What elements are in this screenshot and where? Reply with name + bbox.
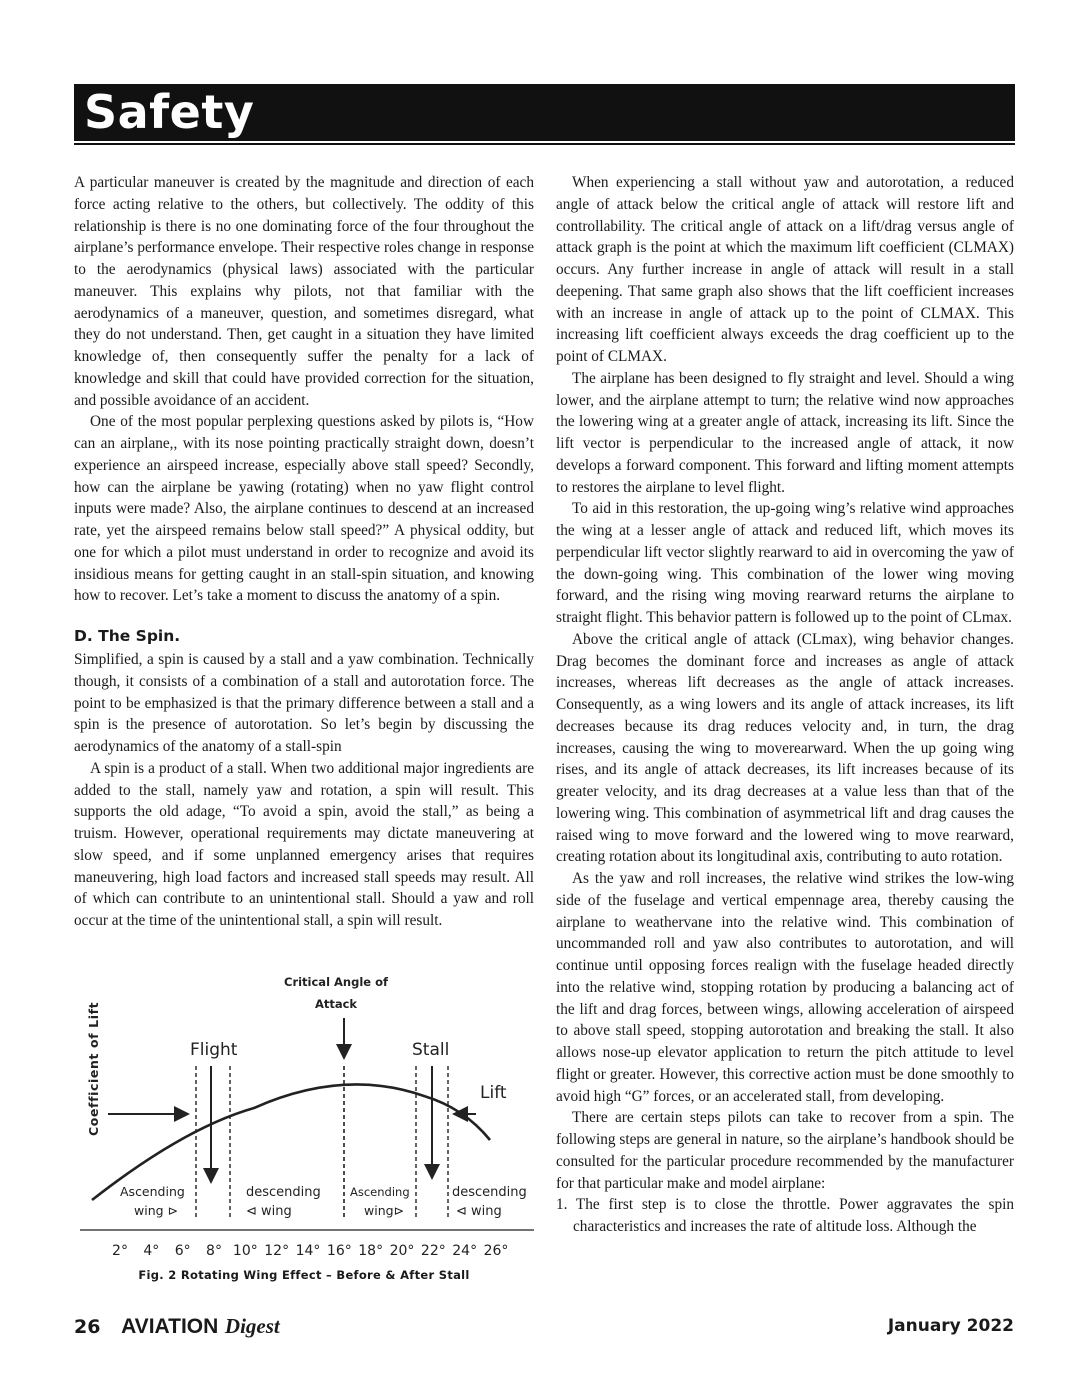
x-tick-label: 16° <box>326 1243 352 1259</box>
y-axis-label: Coefficient of Lift <box>86 1001 101 1136</box>
label-descending-1: descending <box>246 1185 321 1200</box>
paragraph: Simplified, a spin is caused by a stall and a yaw combination. Technically though, it consists of a combination of a stall and autorotation force. The point to be emphasized is that the primary difference between a stall and a spin is the presence of autorotation. So let’s begin by discussing the aerodynamics of the anatomy of a stall-spin <box>74 651 534 755</box>
publication-name: AVIATION <box>121 1315 219 1338</box>
list-item: 1. The first step is to close the throttle. Power aggravates the spin characteristics and increases the rate of altitude loss. Although the <box>556 1196 1014 1235</box>
label-wing-1: wing ⊳ <box>134 1203 179 1218</box>
page-number: 26 <box>74 1316 101 1338</box>
x-tick-label: 24° <box>452 1243 478 1259</box>
x-tick-label: 18° <box>358 1243 384 1259</box>
section-banner <box>74 84 1015 141</box>
x-tick-label: 10° <box>232 1243 258 1259</box>
section-title: Safety <box>84 85 255 139</box>
figure-caption: Fig. 2 Rotating Wing Effect – Before & After Stall <box>138 1268 470 1282</box>
x-tick-label: 12° <box>264 1243 290 1259</box>
issue-date: January 2022 <box>887 1316 1014 1336</box>
publication-name-italic: Digest <box>224 1314 280 1338</box>
x-tick-label: 22° <box>420 1243 446 1259</box>
x-tick-label: 14° <box>295 1243 321 1259</box>
label-ascending-2: Ascending <box>350 1185 410 1199</box>
lift-curve-diagram <box>74 968 534 1268</box>
paragraph: When experiencing a stall without yaw and autorotation, a reduced angle of attack below the critical angle of attack will restore lift and controllability. The critical angle of attack on a lift/drag versus angle of attack graph is the point at which the maximum lift coefficient (CLMAX) occurs. Any further increase in angle of attack will result in a stall deepening. That same graph also shows that the lift coefficient increases with an increase in angle of attack up to the point of CLMAX. This increasing lift coefficient always exceeds the drag coefficient up to the point of CLMAX. <box>556 174 1014 365</box>
paragraph: Above the critical angle of attack (CLmax), wing behavior changes. Drag becomes the dominant force and increases as angle of attack increases, whereas lift decreases as the angle of attack increases. Consequently, as a wing lowers and its angle of attack increases, its lift decreases because its drag reduces velocity and, in turn, the drag increases, causing the wing to moverearward. When the up going wing rises, and its angle of attack decreases, its lift increases because of its greater velocity, and its drag decreases at a value less than that of the lowering wing. This combination of asymmetrical lift and drag causes the raised wing to move forward and the lowered wing to move rearward, creating rotation about its longitudinal axis, contributing to auto rotation. <box>556 630 1014 866</box>
figure-rotating-wing <box>74 968 534 1290</box>
paragraph: A particular maneuver is created by the magnitude and direction of each force acting relative to the others, but collectively. The oddity of this relationship is there is no one dominating force of the four throughout the airplane’s performance envelope. Their respective roles change in response to the aerodynamics (physical laws) associated with the particular maneuver. This explains why pilots, not that familiar with the aerodynamics of a maneuver, question, and sometimes disregard, what they do not understand. Then, get caught in a situation they have limited knowledge of, then consequently suffer the penalty for a lack of knowledge and skill that could have provided correction for the situation, and possible avoidance of an accident. <box>74 174 534 409</box>
label-wing-3: wing⊳ <box>364 1203 405 1218</box>
label-ascending-1: Ascending <box>120 1184 185 1199</box>
paragraph: One of the most popular perplexing questions asked by pilots is, “How can an airplane,, with its nose pointing practically straight down, doesn’t experience an airspeed increase, especially above stall speed? Secondly, how can the airplane be yawing (rotating) when no yaw flight control inputs were made? Also, the airplane continues to descend at an increased rate, yet the airspeed remains below stall speed?” A physical oddity, but one for which a pilot must understand in order to recognize and avoid its insidious means for getting caught in an stall-spin situation, and knowing how to recover. Let’s take a moment to discuss the anatomy of a spin. <box>74 413 534 605</box>
paragraph: As the yaw and roll increases, the relative wind strikes the low-wing side of the fuselage and vertical empennage area, thereby causing the airplane to weathervane into the relative wind. This combination of uncommanded roll and yaw also contributes to autorotation, and will continue until opposing forces realign with the fuselage headed directly into the relative wind, stopping rotation by producing a balancing act of the lift and drag forces, between wings, allowing acceleration of airspeed to above stall speed, stopping autorotation and breaking the stall. It also allows nose-up elevator application to return the pitch attitude to level flight or greater. However, this corrective action must be done smoothly to avoid high “G” forces, or an accelerated stall, from developing. <box>556 870 1014 1105</box>
footer-left <box>74 1314 280 1339</box>
critical-label-1: Critical Angle of <box>284 975 388 989</box>
left-column <box>74 172 534 932</box>
label-wing-2: ⊲ wing <box>246 1204 292 1219</box>
paragraph: The airplane has been designed to fly straight and level. Should a wing lower, and the airplane attempt to turn; the relative wind now approaches the lowering wing at a greater angle of attack, increasing its lift. Since the lift vector is perpendicular to the increased angle of attack, it now develops a forward component. This forward and lifting moment attempts to restores the airplane to level flight. <box>556 369 1014 496</box>
label-wing-4: ⊲ wing <box>456 1204 502 1219</box>
label-flight: Flight <box>190 1040 238 1060</box>
lift-curve <box>92 1084 490 1200</box>
paragraph: There are certain steps pilots can take to recover from a spin. The following steps are general in nature, so the airplane’s handbook should be consulted for the particular procedure recommended by the manufacturer for that particular make and model airplane: <box>556 1109 1014 1192</box>
x-tick-label: 6° <box>174 1243 191 1259</box>
label-descending-2: descending <box>452 1185 527 1200</box>
label-lift: Lift <box>480 1083 507 1103</box>
x-tick-label: 26° <box>483 1243 509 1259</box>
x-tick-label: 4° <box>143 1243 160 1259</box>
label-stall: Stall <box>412 1040 450 1060</box>
critical-label-2: Attack <box>314 997 358 1011</box>
x-tick-labels <box>112 1243 508 1259</box>
subheading: D. The Spin. <box>74 627 181 645</box>
x-tick-label: 8° <box>206 1243 222 1259</box>
paragraph: A spin is a product of a stall. When two additional major ingredients are added to the stall, namely yaw and rotation, a spin will result. This supports the old adage, “To avoid a spin, avoid the stall,” as being a truism. However, operational requirements may dictate maneuvering at slow speed, and if some unplanned emergency arises that requires maneuvering, high load factors and increased stall speeds may result. All of which can contribute to an unintentional stall. Should a yaw and roll occur at the time of the unintentional stall, a spin will result. <box>74 759 534 929</box>
x-tick-label: 2° <box>112 1243 128 1259</box>
right-column <box>556 172 1014 1238</box>
paragraph: To aid in this restoration, the up-going wing’s relative wind approaches the wing at a lesser angle of attack and reduced lift, which moves its perpendicular lift vector slightly rearward to aid in overcoming the yaw of the down-going wing. This combination of the lower wing moving forward, and the rising wing moving rearward returns the airplane to straight flight. This behavior pattern is followed up to the point of CLmax. <box>556 500 1014 626</box>
banner-rule <box>74 143 1015 145</box>
x-tick-label: 20° <box>389 1243 415 1259</box>
